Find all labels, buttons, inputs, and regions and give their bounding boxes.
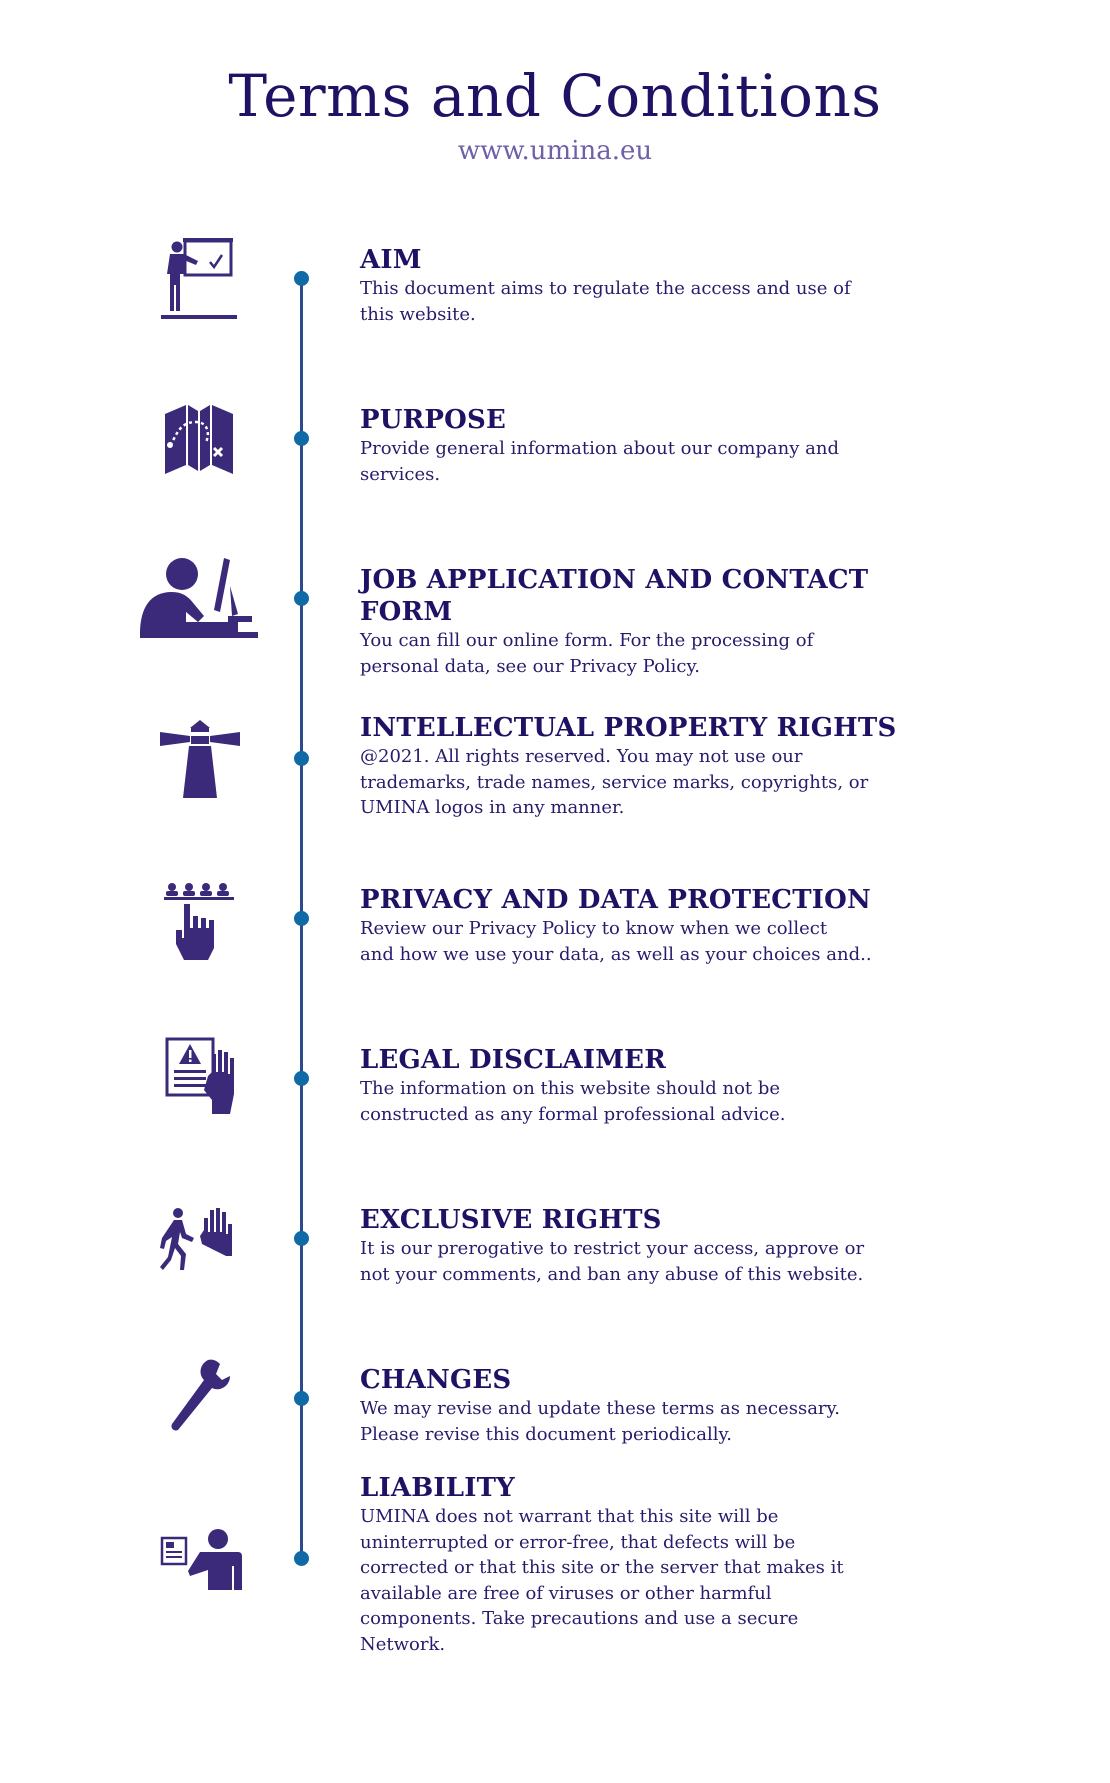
section-purpose — [360, 404, 940, 487]
section-body: We may revise and update these terms as necessary. Please revise this document periodically. — [360, 1398, 841, 1445]
timeline-dot — [294, 751, 309, 766]
section-exclusive-rights — [360, 1204, 940, 1287]
section-title: EXCLUSIVE RIGHTS — [360, 1205, 662, 1235]
section-body: It is our prerogative to restrict your access, approve or not your comments, and ban any abuse of this website. — [360, 1238, 865, 1285]
person-with-document-icon — [160, 1528, 242, 1590]
section-title: PRIVACY AND DATA PROTECTION — [360, 885, 871, 915]
section-title: INTELLECTUAL PROPERTY RIGHTS — [360, 713, 897, 743]
section-title: LIABILITY — [360, 1473, 515, 1503]
section-body: You can fill our online form. For the processing of personal data, see our Privacy Policy. — [360, 630, 814, 677]
stop-hand-walker-icon — [160, 1206, 240, 1270]
section-body: @2021. All rights reserved. You may not use our trademarks, trade names, service marks, copyrights, or UMINA logos in any manner. — [360, 746, 869, 818]
lighthouse-icon — [158, 716, 242, 800]
timeline-dot — [294, 1551, 309, 1566]
section-aim — [360, 244, 940, 327]
section-intellectual-property — [360, 712, 940, 821]
timeline-dot — [294, 911, 309, 926]
timeline-dot — [294, 1231, 309, 1246]
section-body: Provide general information about our company and services. — [360, 438, 839, 485]
section-liability — [360, 1472, 940, 1657]
section-title: PURPOSE — [360, 405, 507, 435]
section-title: JOB APPLICATION AND CONTACT FORM — [360, 565, 869, 627]
hand-selecting-people-icon — [164, 882, 236, 962]
section-body: UMINA does not warrant that this site will be uninterrupted or error-free, that defects will be corrected or that this site or the server that makes it available are free of viruses or other harmful components. Take precautions and use a secure Network. — [360, 1506, 844, 1655]
presenter-board-icon — [158, 237, 242, 321]
section-legal-disclaimer — [360, 1044, 940, 1127]
section-body: Review our Privacy Policy to know when we collect and how we use your data, as well as your choices and.. — [360, 918, 872, 965]
timeline-dot — [294, 1071, 309, 1086]
section-title: CHANGES — [360, 1365, 512, 1395]
timeline-dot — [294, 431, 309, 446]
timeline-dot — [294, 271, 309, 286]
page-title: Terms and Conditions — [228, 62, 882, 130]
wrench-icon — [168, 1358, 232, 1434]
warning-document-hand-icon — [164, 1036, 240, 1116]
website-url[interactable]: www.umina.eu — [457, 136, 653, 166]
section-body: This document aims to regulate the access and use of this website. — [360, 278, 851, 325]
section-job-application — [360, 564, 940, 679]
section-title: AIM — [360, 245, 422, 275]
timeline-dot — [294, 1391, 309, 1406]
section-body: The information on this website should not be constructed as any formal professional advice. — [360, 1078, 786, 1125]
section-changes — [360, 1364, 940, 1447]
person-at-computer-icon — [138, 556, 262, 640]
section-privacy — [360, 884, 940, 967]
timeline-dot — [294, 591, 309, 606]
treasure-map-icon — [162, 400, 236, 474]
section-title: LEGAL DISCLAIMER — [360, 1045, 667, 1075]
